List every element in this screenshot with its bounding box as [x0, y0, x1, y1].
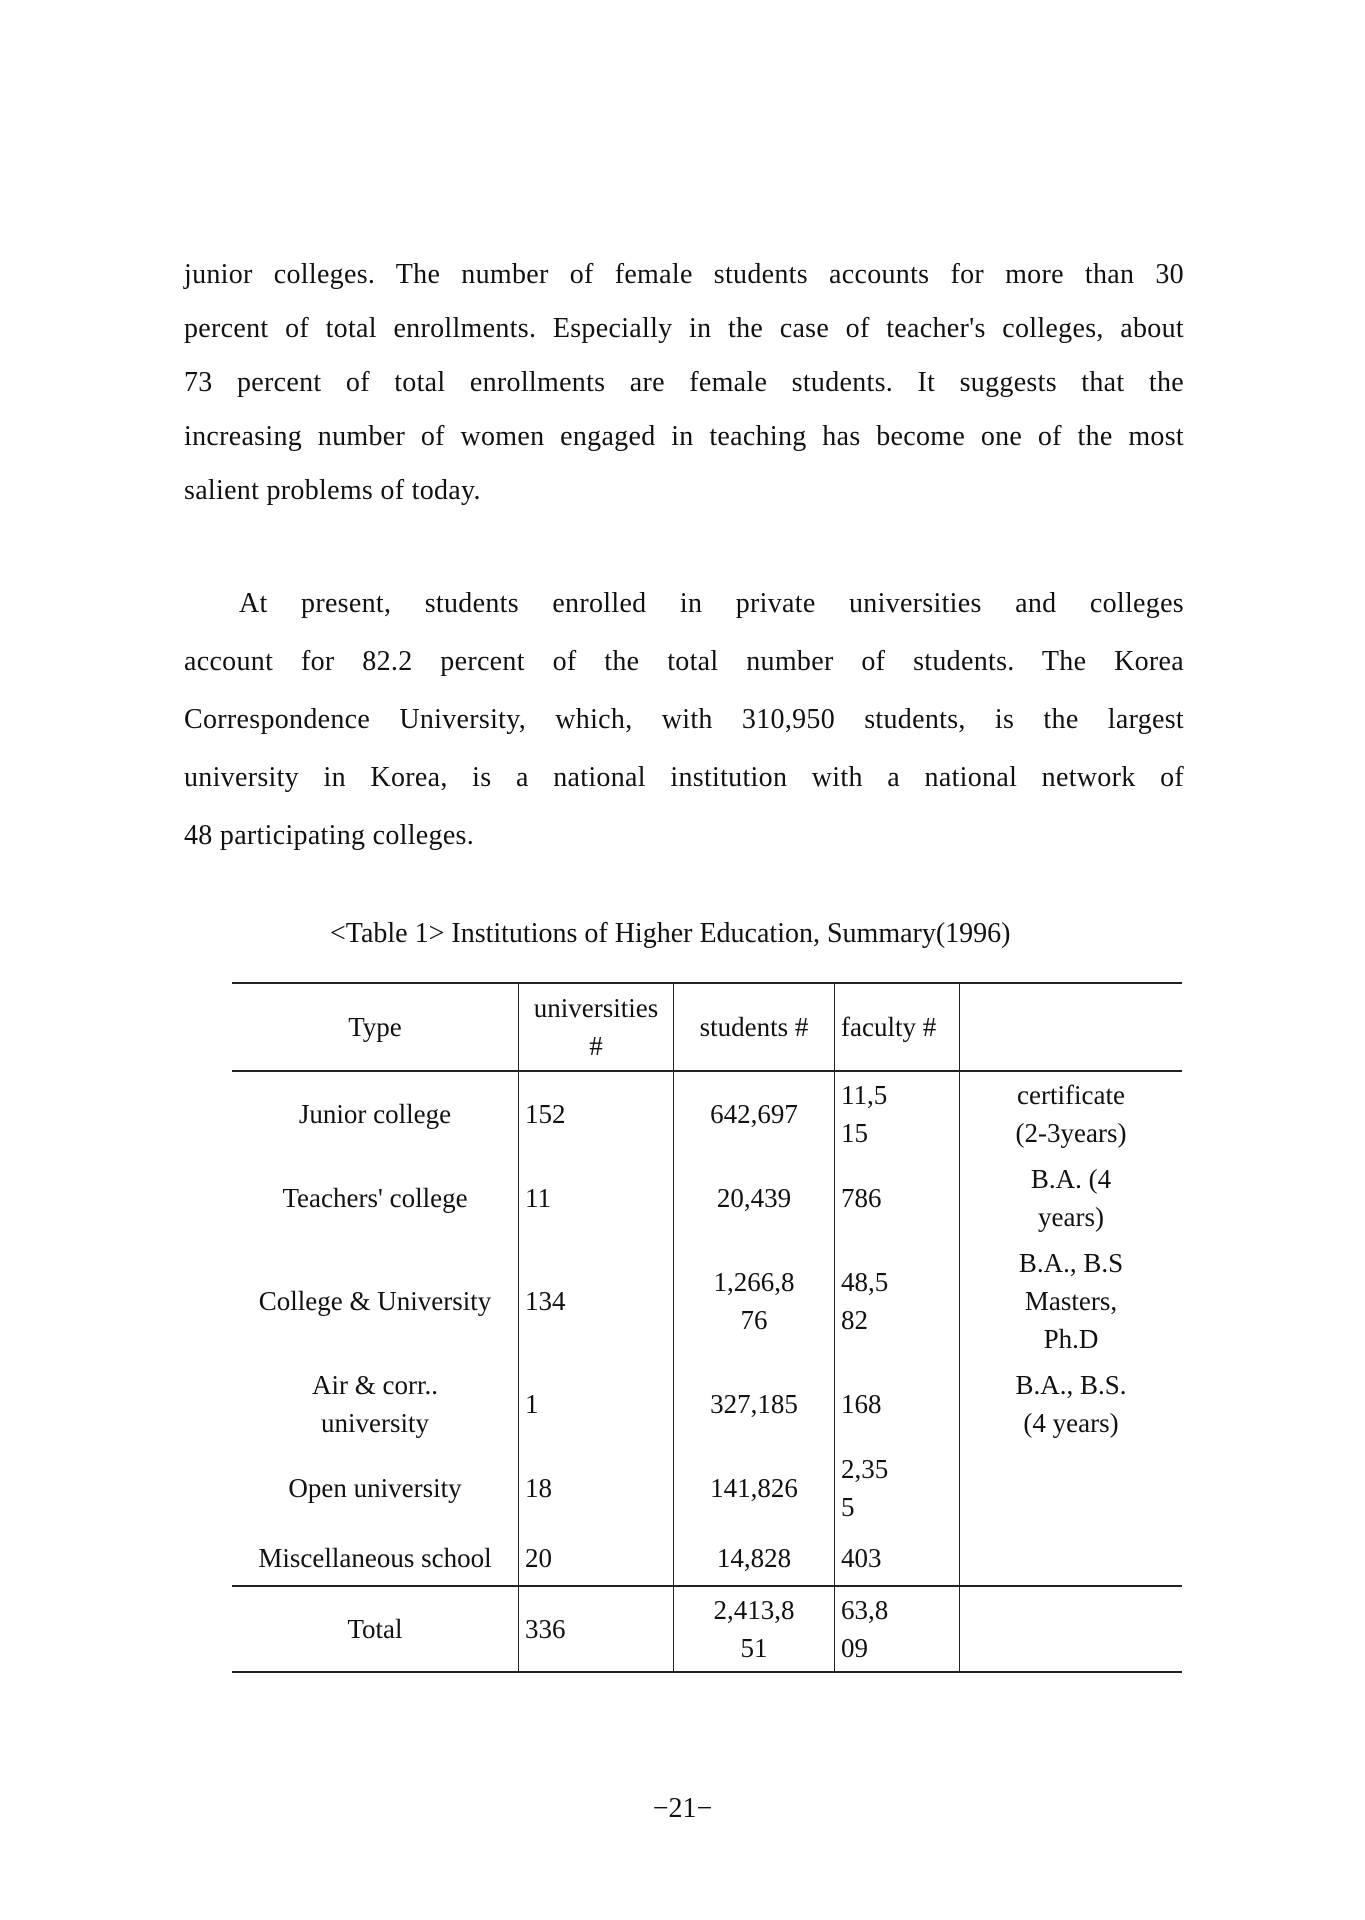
- cell-faculty: [835, 1530, 960, 1586]
- cell-students-value: 642,697: [710, 1099, 798, 1129]
- text-line: Correspondence University, which, with 310,950 students, is the largest: [184, 704, 1184, 735]
- cell-degree: [960, 1156, 1183, 1240]
- table-row: [232, 1071, 1182, 1156]
- cell-faculty: [835, 1156, 960, 1240]
- text-line: At present, students enrolled in private universities and colleges: [239, 588, 1184, 619]
- table-row: [232, 1240, 1182, 1362]
- cell-students-value: 141,826: [710, 1473, 798, 1503]
- cell-type: Miscellaneous school: [258, 1542, 492, 1573]
- cell-faculty: [835, 1362, 960, 1446]
- cell-faculty: [835, 1240, 960, 1362]
- cell-type: College & University: [258, 1286, 492, 1316]
- table-total-row: [232, 1586, 1182, 1672]
- text-line: percent of total enrollments. Especially in the case of teacher's colleges, about: [184, 313, 1184, 344]
- header-type: Type: [232, 983, 519, 1071]
- text-line: increasing number of women engaged in teaching has become one of the most: [184, 421, 1184, 452]
- cell-degree-value: certificate (2-3years): [1015, 1080, 1127, 1148]
- cell-degree-value: B.A., B.S. (4 years): [1015, 1370, 1127, 1438]
- table-row: [232, 1530, 1182, 1586]
- cell-students: [674, 1586, 835, 1672]
- cell-faculty-value: 403: [841, 1542, 882, 1573]
- cell-degree: [960, 1446, 1183, 1530]
- cell-universities: 152: [519, 1071, 674, 1156]
- cell-faculty-value: 48,582: [841, 1267, 889, 1335]
- higher-education-table: [232, 982, 1182, 1673]
- cell-students: [674, 1156, 835, 1240]
- cell-faculty: [835, 1586, 960, 1672]
- cell-degree-value: B.A., B.S Masters, Ph.D: [1018, 1248, 1124, 1354]
- header-universities-label: universities #: [533, 993, 659, 1061]
- table-header-row: [232, 983, 1182, 1071]
- text-line: 73 percent of total enrollments are female students. It suggests that the: [184, 367, 1184, 398]
- text-line: 48 participating colleges.: [184, 820, 475, 851]
- header-degree: [960, 983, 1183, 1071]
- cell-type-value: Air & corr.. university: [312, 1370, 438, 1438]
- text-line: junior colleges. The number of female students accounts for more than 30: [184, 259, 1184, 290]
- cell-faculty-value: 2,355: [841, 1454, 889, 1522]
- text-line: university in Korea, is a national institution with a national network of: [184, 762, 1184, 793]
- paragraph-female-enrollment: [184, 248, 1184, 518]
- cell-faculty: [835, 1446, 960, 1530]
- table-caption: <Table 1> Institutions of Higher Education, Summary(1996): [330, 918, 1011, 949]
- cell-universities: 20: [519, 1530, 674, 1586]
- cell-students: [674, 1071, 835, 1156]
- cell-type: Total: [232, 1586, 519, 1672]
- table-row: [232, 1156, 1182, 1240]
- cell-faculty-value: 11,515: [841, 1080, 888, 1148]
- cell-students: [674, 1240, 835, 1362]
- text-line: account for 82.2 percent of the total number of students. The Korea: [184, 646, 1184, 677]
- cell-faculty-value: 63,809: [841, 1595, 889, 1663]
- cell-students: [674, 1446, 835, 1530]
- cell-students-value: 2,413,851: [713, 1595, 795, 1663]
- cell-universities: 336: [519, 1586, 674, 1672]
- cell-faculty-value: 786: [841, 1183, 882, 1213]
- header-universities: [519, 983, 674, 1071]
- cell-type: Teachers' college: [282, 1183, 468, 1213]
- paragraph-private-universities: [184, 575, 1184, 865]
- table-row: [232, 1362, 1182, 1446]
- cell-students-value: 1,266,876: [713, 1267, 795, 1335]
- cell-degree: [960, 1586, 1183, 1672]
- cell-students-value: 327,185: [710, 1389, 798, 1419]
- table-row: [232, 1446, 1182, 1530]
- cell-degree: [960, 1071, 1183, 1156]
- page-number: −21−: [652, 1793, 713, 1824]
- cell-universities: 18: [519, 1446, 674, 1530]
- header-students: students #: [674, 983, 835, 1071]
- cell-universities: 134: [519, 1240, 674, 1362]
- cell-faculty-value: 168: [841, 1389, 882, 1419]
- cell-students-value: 20,439: [716, 1183, 792, 1213]
- text-line: salient problems of today.: [184, 475, 481, 506]
- cell-students: [674, 1530, 835, 1586]
- cell-type: Open university: [288, 1473, 462, 1503]
- header-faculty: faculty #: [835, 983, 960, 1071]
- cell-students: [674, 1362, 835, 1446]
- cell-students-value: 14,828: [716, 1542, 792, 1573]
- cell-degree: [960, 1240, 1183, 1362]
- cell-type: [232, 1362, 519, 1446]
- cell-degree: [960, 1530, 1183, 1586]
- cell-universities: 11: [519, 1156, 674, 1240]
- cell-faculty: [835, 1071, 960, 1156]
- cell-universities: 1: [519, 1362, 674, 1446]
- cell-degree-value: B.A. (4 years): [1030, 1164, 1112, 1232]
- cell-type: Junior college: [298, 1099, 452, 1129]
- cell-degree: [960, 1362, 1183, 1446]
